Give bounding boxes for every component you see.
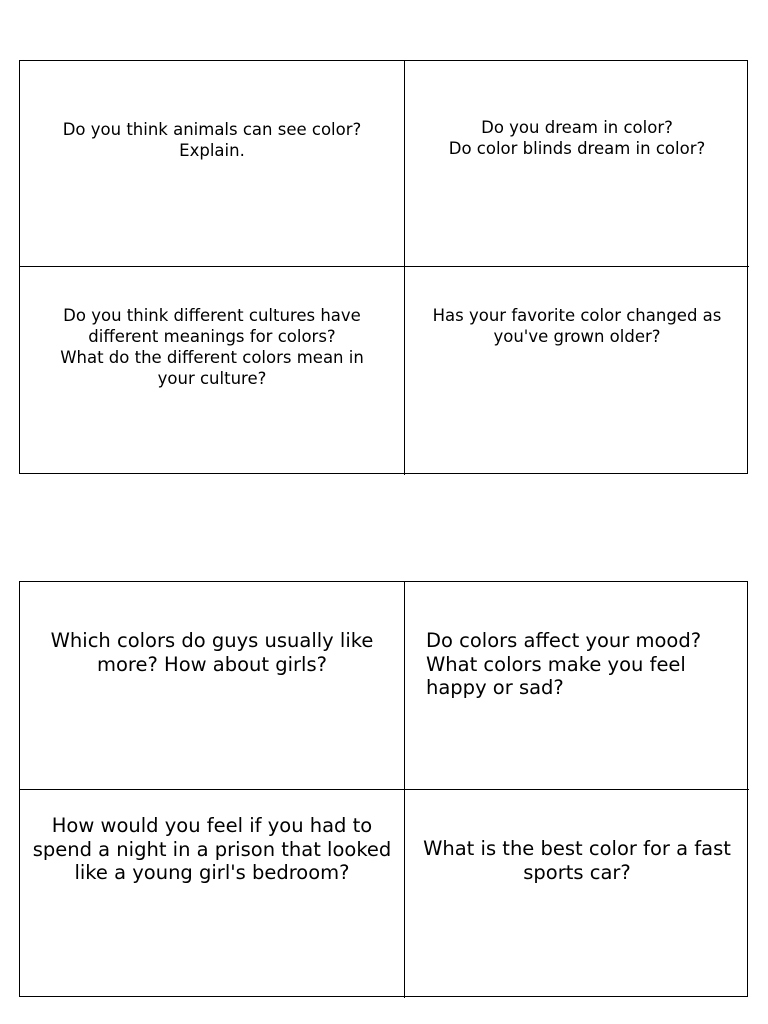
question-text: Do you think animals can see color? Explain. (62, 120, 362, 160)
question-text: How would you feel if you had to spend a night in a prison that looked like a young girl's bedroom? (32, 814, 392, 884)
question-card (405, 267, 749, 475)
question-card (20, 790, 405, 998)
question-card-sheet-2 (19, 581, 748, 997)
question-text: Do you dream in color? Do color blinds dream in color? (448, 118, 706, 158)
question-text: Do you think different cultures have different meanings for colors? What do the different colors mean in your culture? (60, 306, 364, 388)
question-text: Do colors affect your mood? What colors make you feel happy or sad? (426, 629, 702, 699)
question-text: Which colors do guys usually like more? How about girls? (50, 629, 374, 676)
question-card (20, 61, 405, 267)
question-text: Has your favorite color changed as you've grown older? (432, 306, 722, 346)
question-card (405, 61, 749, 267)
question-card (20, 267, 405, 475)
question-text: What is the best color for a fast sports car? (423, 837, 731, 884)
question-card (20, 582, 405, 790)
question-card-sheet-1 (19, 60, 748, 474)
question-card (405, 790, 749, 998)
question-card (405, 582, 749, 790)
